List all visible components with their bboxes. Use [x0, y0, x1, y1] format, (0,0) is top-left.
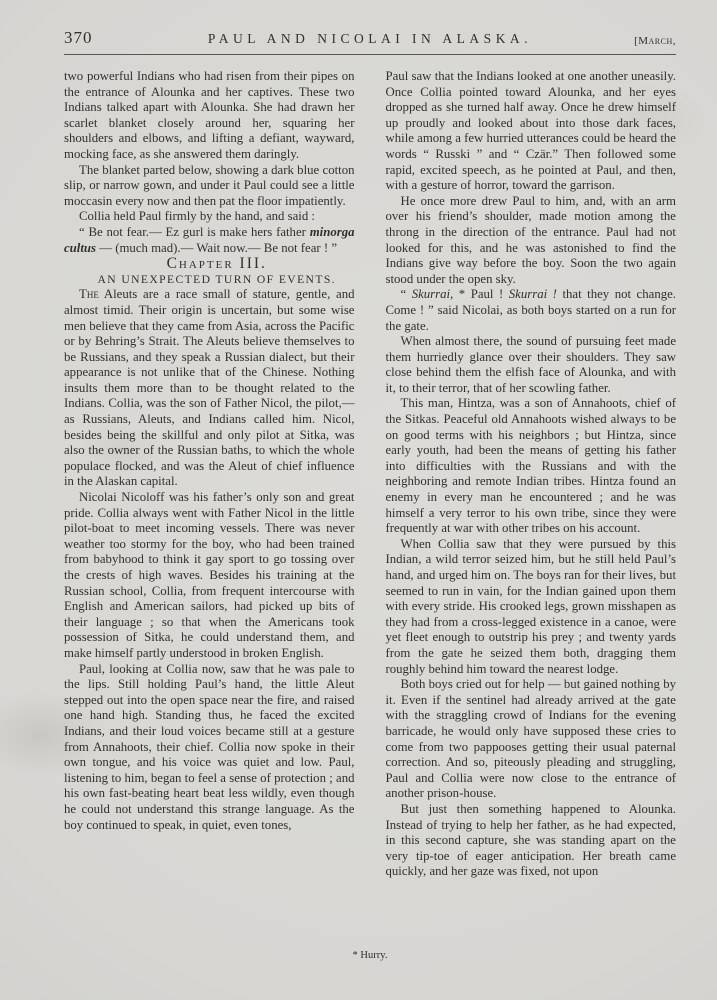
- paragraph: When almost there, the sound of pursuing feet made them hurriedly glance over their shoulders. They saw close behind them the elfish face of Alounka, and with it, to their terror, that of her scowling father.: [385, 334, 676, 395]
- paragraph: This man, Hintza, was a son of Annahoots, chief of the Sitkas. Peaceful old Annahoots wished always to be on good terms with his neighbors ; but Hintza, since early youth, had been the means of getting his father into difficulties with the Russians and with the neighboring and remote Indian tribes. Hintza found an enemy in every man he encountered ; and he was himself a very terror to his own tribe, since they were frequently at war with other tribes on his account.: [385, 396, 676, 536]
- paragraph: Both boys cried out for help — but gained nothing by it. Even if the sentinel had already arrived at the gate with the straggling crowd of Indians for the evening barricade, he would only have supposed these cries to come from two pappooses getting their usual paternal correction. And so, piteously pleading and struggling, Paul and Collia were now close to the entrance of another prison-house.: [385, 677, 676, 801]
- paragraph: He once more drew Paul to him, and, with an arm over his friend’s shoulder, made motion among the throng in the direction of the entrance. Paul had not looked for this, and he was astonished to find the Indians give way before the boy. Soon the two again stood under the open sky.: [385, 193, 676, 286]
- dialogue-text: “ Be not fear.— Ez gurl is make hers father: [79, 224, 310, 239]
- dialogue-text: “: [400, 287, 412, 302]
- left-column: [64, 69, 355, 880]
- dialogue-text: that they not change. Come ! ” said Nicolai, as both boys started on a run for the gate.: [385, 287, 676, 333]
- paragraph: two powerful Indians who had risen from their pipes on the entrance of Alounka and her captives. These two Indians talked apart with Alounka. She had drawn her scarlet blanket closely around her, squaring her shoulders and elbows, and lifting a defiant, wayward, mocking face, as she answered them daringly.: [64, 69, 355, 161]
- paragraph: But just then something happened to Alounka. Instead of trying to help her father, as he had expected, in this second capture, she was standing apart on the very tip-toe of eager anticipation. Her breath came quickly, and her gaze was fixed, not upon: [385, 801, 676, 879]
- dialogue-text: * Paul !: [453, 287, 509, 302]
- paragraph: Collia held Paul firmly by the hand, and said :: [79, 209, 315, 224]
- page-number: 370: [64, 28, 93, 47]
- foreign-word: Skurrai !: [508, 287, 557, 302]
- paragraph: The blanket parted below, showing a dark blue cotton slip, or narrow gown, and under it Paul could see a little moccasin every now and then pat the floor impatiently.: [64, 162, 355, 208]
- lead-word: The: [79, 287, 99, 302]
- dialogue-text: — (much mad).— Wait now.— Be not fear ! ”: [96, 240, 337, 255]
- paragraph: Nicolai Nicoloff was his father’s only son and great pride. Collia always went with Father Nicol in the little pilot-boat to meet incoming vessels. There was never weather too stormy for the boy, who had been trained from babyhood to think it gay sport to go tossing over the crests of high waves. Besides his training at the Russian school, Collia, from frequent intercourse with English and American sailors, had picked up bits of their language ; so that when the Americans took possession of Sitka, he could understand them, and make himself partly understood in broken English.: [64, 490, 355, 660]
- paragraph: [64, 287, 355, 490]
- paragraph: Paul, looking at Collia now, saw that he was pale to the lips. Still holding Paul’s hand, the little Aleut stepped out into the open space near the fire, and raised one hand high. Standing thus, he faced the excited Indians, and their loud voices became still at a gesture from Annahoots, their chief. Collia now spoke in their own tongue, and his voice was quiet and low. Paul, listening to him, began to feel a sense of protection ; and his own fast-beating heart beat less wildly, even though he could not understand this strange language. As the boy continued to speak, in quiet, even tones,: [64, 661, 355, 832]
- chapter-subheading: AN UNEXPECTED TURN OF EVENTS.: [97, 272, 336, 286]
- text-columns: [64, 69, 676, 880]
- paragraph: Paul saw that the Indians looked at one another uneasily. Once Collia pointed toward Alounka, and her eyes dropped as she turned half away. Once he drew himself up proudly and looked about into those dark faces, while among a few hurried utterances could be heard the words “ Russki ” and “ Czär.” Then followed some rapid, excited speech, as he pointed at Paul, and then, with a gesture of horror, toward the garrison.: [385, 69, 676, 193]
- foreign-word: Skurrai,: [411, 287, 454, 302]
- paragraph-dialogue: [386, 287, 677, 334]
- running-title: PAUL AND NICOLAI IN ALASKA.: [207, 31, 533, 46]
- paragraph-dialogue: [64, 225, 355, 256]
- issue-date: [March,: [634, 35, 676, 47]
- header-rule: [64, 54, 676, 55]
- foreign-phrase: minorga cultus: [64, 224, 355, 255]
- right-column: [386, 69, 677, 880]
- footnote: * Hurry.: [352, 950, 388, 961]
- chapter-heading: Chapter III.: [166, 255, 267, 273]
- paragraph-text: Aleuts are a race small of stature, gentle, and almost timid. Their origin is uncertain, but some wise men believe that they came from Asia, across the Pacific or by Behring’s Strait. The Aleuts believe themselves to be Russians, and they speak a Russian dialect, but their appearance is not unlike that of the Chinese. Nothing insults them more than to be thought related to the Indians. Collia, was the son of Father Nicol, the pilot,— as Russians, Aleuts, and Indians called him. Nicol, besides being the skillful and only pilot at Sitka, was also the owner of the Russian baths, to which the whole populace flocked, and was the Aleut of chief influence in the Alaskan capital.: [64, 287, 355, 489]
- page-header: [64, 26, 676, 48]
- paragraph: When Collia saw that they were pursued by this Indian, a wild terror seized him, but he still held Paul’s hand, and urged him on. The boys ran for their lives, but seemed to run in vain, for the Indian gained upon them with every stride. His crooked legs, grown misshapen as they had from a cross-legged existence in a canoe, were yet fleet enough to outstrip his prey ; and twenty yards from the gate he seized them both, dragging them roughly behind him toward the nearest lodge.: [385, 536, 676, 676]
